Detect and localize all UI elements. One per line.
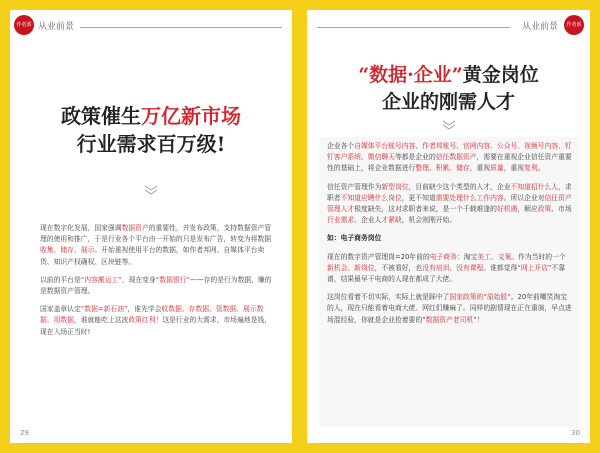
header-rule bbox=[80, 27, 282, 28]
page-title-line1 bbox=[10, 103, 292, 129]
page-title-line2: 行业需求百万级! bbox=[76, 132, 226, 156]
section-label: 从业前景 bbox=[38, 22, 75, 32]
section-label: 从业前景 bbox=[521, 22, 558, 32]
paragraph-1: 企业各个自媒体平台账号内容、作者邦账号、官网内容、公众号、视频号内容、钉钉客户系统、微信聊天等都是企业的信任数据资产，需要在重视企业信任资产重要性的基础上，将企业数据进行整理、积累、储存，重视质量，重视复利。 bbox=[327, 142, 572, 173]
body-text bbox=[40, 223, 272, 345]
paragraph-4: 这岗位看着不切实际，实际上就是踩中了国家政策的“原始股”。20年前嘲笑淘宝的人，现在只能看着电商大佬、网红们赚麻了。同样的剧情现在正在重演，早点进场混经验，你就是企业抢着要的“数据资产老司机”！ bbox=[327, 293, 572, 324]
body-text bbox=[327, 141, 572, 333]
chevron-down-icon bbox=[442, 120, 456, 130]
paragraph-1: 现在数字化发展，国家强调数据资产的重要性，并发布政策，支持数据资产管理的使用和推广，于是行业各个平台由一开始的只是发布广告，转变为将数据收集、储存、展示。开始重视使用平台的数据，如作者邦网、自媒体平台卖货、知识产权确权、区块链等。 bbox=[40, 224, 272, 266]
title-highlight: “数据·企业” bbox=[358, 64, 463, 86]
page-number: 30 bbox=[571, 429, 580, 437]
title-text: 黄金岗位 bbox=[462, 64, 539, 86]
header-rule bbox=[317, 27, 510, 28]
paragraph-2: 信任资产管理作为新型岗位，目前缺少这个类型的人才，企业不知道招什么人，求职者不知道应聘什么岗位，更不知道需要处理什么工作内容。所以企业对信任资产管理人才极度缺失，这对求职者来说，是一个千载难逢的好机遇，顺应政策、市场行业需求、企业人才紧缺，机会则刚开始。 bbox=[327, 182, 572, 225]
page-title-line2: 企业的刚需人才 bbox=[381, 91, 515, 113]
page-title-line1 bbox=[307, 62, 590, 88]
chevron-down-icon bbox=[144, 185, 158, 195]
paragraph-2: 以前的平台是“内容搬运工”，现在变身“数据银行”——存的是行为数据，赚的是数据资产管理。 bbox=[40, 275, 272, 296]
title-text: 政策催生 bbox=[61, 104, 141, 128]
paragraph-3: 现在的数字资产管理岗=20年前的电子商务：淘宝美工、文案。作为当时的一个新机会、新岗位，不被看好，也没有培训、没有课程。谁都觉得“网上开店”不靠谱，结果最早干电商的人现在都成了大佬。 bbox=[327, 252, 566, 284]
title-highlight: 万亿新市场 bbox=[141, 104, 241, 128]
right-page bbox=[307, 10, 590, 443]
publisher-badge: 作者部 bbox=[564, 15, 584, 35]
left-page bbox=[10, 10, 292, 443]
paragraph-3: 国家盖章认定“数据=新石油”，谁先学会收数据、存数据、管数据、展示数据、用数据，谁就能吃上这波政策红利！这是行业的大需求，市场遍地是钱，现在入场正当时! bbox=[40, 305, 272, 336]
page-number: 29 bbox=[20, 429, 29, 437]
publisher-badge: 作者部 bbox=[14, 15, 34, 35]
subheading: 如：电子商务岗位 bbox=[327, 234, 382, 243]
